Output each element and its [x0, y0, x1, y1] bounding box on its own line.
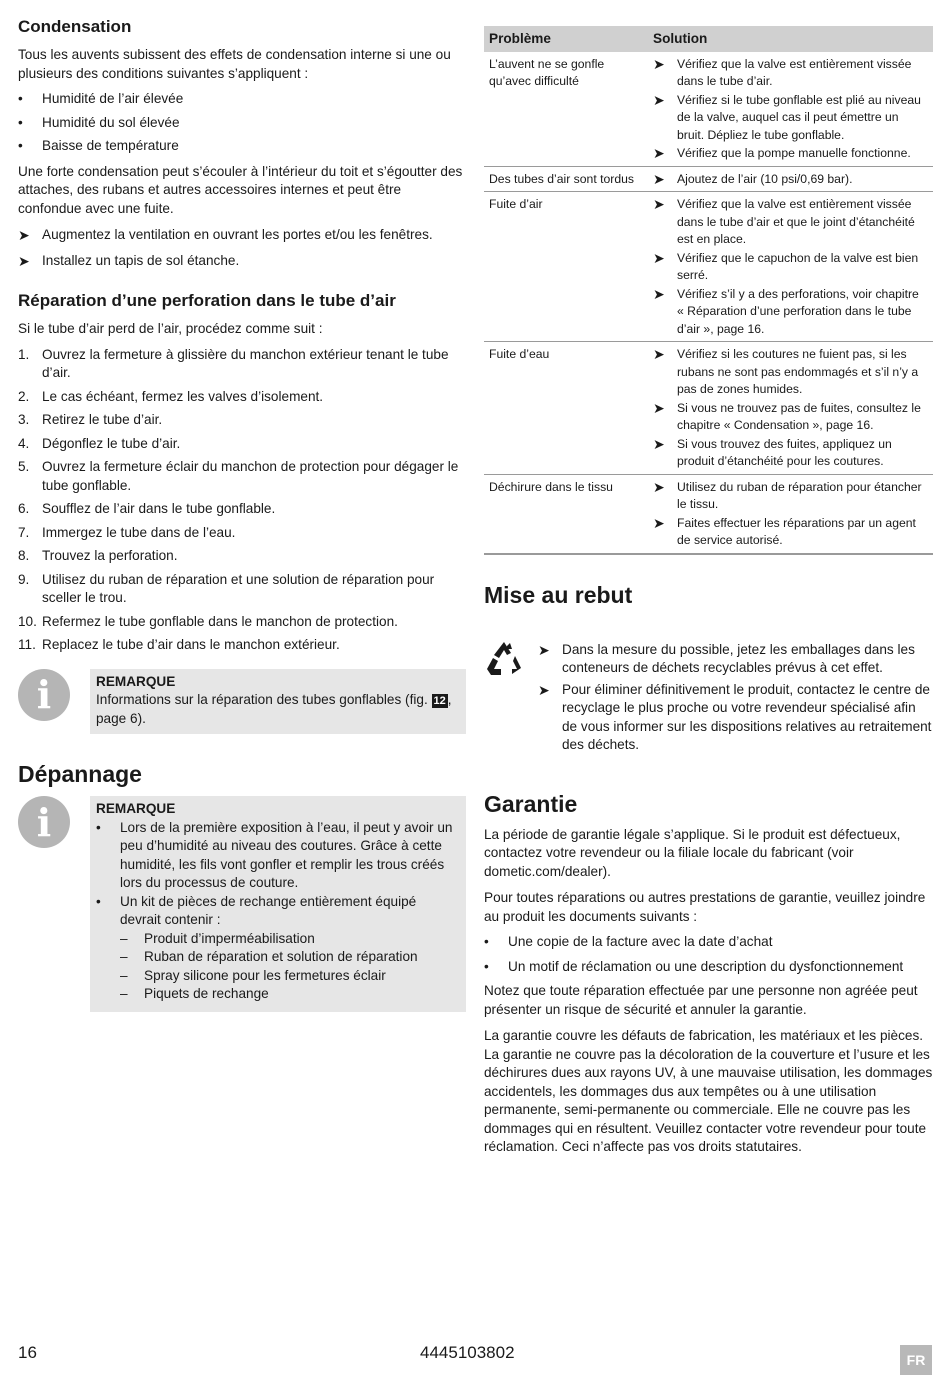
- solution-item: [653, 436, 928, 471]
- repair-step: [18, 524, 466, 543]
- problem-cell: Fuite d’air: [484, 192, 648, 342]
- step-number: 8.: [18, 548, 30, 563]
- step-text: Dégonflez le tube d’air.: [42, 435, 181, 451]
- bullet-icon: •: [18, 91, 23, 106]
- repair-intro: Si le tube d’air perd de l’air, procédez comme suit :: [18, 321, 323, 336]
- solution-text: Ajoutez de l’air (10 psi/0,69 bar).: [677, 171, 853, 186]
- solution-cell: [648, 474, 933, 554]
- condensation-intro: Tous les auvents subissent des effets de condensation interne si une ou plusieurs des conditions suivantes s’appliquent :: [18, 47, 451, 81]
- table-row: [484, 342, 933, 475]
- problem-cell: L’auvent ne se gonfle qu’avec difficulté: [484, 52, 648, 167]
- language-badge: FR: [900, 1345, 932, 1375]
- repair-step: [18, 388, 466, 407]
- solution-item: [653, 515, 928, 550]
- note-bullet: • Lors de la première exposition à l’eau, il peut y avoir un peu d’humidité au niveau des coutures. Grâce à cette humidité, les fils vont gonfler et remplir les trous créés lors du processus de couture.: [96, 819, 458, 893]
- bullet-icon: •: [484, 958, 489, 974]
- solution-text: Utilisez du ruban de réparation pour étancher le tissu.: [677, 479, 922, 511]
- step-number: 4.: [18, 435, 30, 451]
- rebut-item: ➤ Dans la mesure du possible, jetez les emballages dans les conteneurs de déchets recyclables prévus à cet effet.: [538, 641, 933, 678]
- arrow-icon: ➤: [18, 252, 30, 269]
- solution-text: Faites effectuer les réparations par un agent de service autorisé.: [677, 515, 916, 547]
- step-number: 7.: [18, 524, 30, 540]
- arrow-icon: ➤: [653, 346, 665, 362]
- arrow-icon: ➤: [538, 681, 550, 698]
- step-text: Replacez le tube d’air dans le manchon extérieur.: [42, 637, 340, 652]
- solution-text: Vérifiez s’il y a des perforations, voir chapitre « Réparation d’une perforation dans le tube d’air », page 16.: [677, 286, 919, 336]
- note-text: Informations sur la réparation des tubes gonflables (fig. 12 , page 6).: [96, 692, 452, 726]
- step-number: 11.: [18, 637, 36, 652]
- problem-cell: Des tubes d’air sont tordus: [484, 166, 648, 192]
- bullet-icon: •: [96, 819, 101, 835]
- solution-item: [653, 286, 928, 339]
- solution-text: Vérifiez que la valve est entièrement vissée dans le tube d’air.: [677, 56, 912, 88]
- page-number: 16: [18, 1343, 37, 1362]
- repair-step: [18, 500, 466, 519]
- troubleshooting-table: [484, 26, 933, 555]
- arrow-icon: ➤: [18, 227, 30, 243]
- list-item: • Humidité du sol élevée: [18, 114, 466, 133]
- garantie-paragraph: La garantie couvre les défauts de fabrication, les matériaux et les pièces. La garantie ne couvre pas la décoloration de la couverture et l’usure et les déchirures dues aux rayons UV, à une mauvaise utilisation, les dommages accidentels, les dommages dus aux tempêtes ou à une utilisation permanente, semi-permanente ou commerciale. Elle ne couvre pas les dommages qui en résultent. Veuillez contacter votre revendeur pour toute réclamation. Ceci n’affecte pas vos droits statutaires.: [484, 1028, 933, 1154]
- dash-item: – Piquets de rechange: [120, 985, 458, 1004]
- solution-cell: [648, 166, 933, 192]
- arrow-icon: ➤: [653, 170, 665, 187]
- solution-text: Si vous ne trouvez pas de fuites, consultez le chapitre « Condensation », page 16.: [677, 400, 921, 432]
- solution-item: [653, 56, 928, 91]
- note-box: [90, 796, 466, 1012]
- arrow-icon: ➤: [653, 249, 665, 266]
- bullet-icon: •: [484, 934, 489, 949]
- rebut-title: Mise au rebut: [484, 581, 633, 608]
- repair-steps: [18, 346, 466, 655]
- step-number: 6.: [18, 501, 30, 516]
- step-text: Retirez le tube d’air.: [42, 412, 163, 427]
- note-label: REMARQUE: [96, 801, 176, 816]
- step-text: Ouvrez la fermeture à glissière du manchon extérieur tenant le tube d’air.: [42, 346, 449, 380]
- repair-step: [18, 411, 466, 430]
- garantie-paragraph: La période de garantie légale s’applique. Si le produit est défectueux, contactez votre revendeur ou la filiale locale du fabricant (voir dometic.com/dealer).: [484, 826, 901, 879]
- info-icon: i: [18, 796, 70, 848]
- repair-step: [18, 636, 466, 655]
- table-header-row: [484, 26, 933, 52]
- step-text: Trouvez la perforation.: [42, 548, 178, 563]
- solution-item: [653, 400, 928, 435]
- arrow-icon: ➤: [653, 399, 665, 416]
- step-text: Utilisez du ruban de réparation et une solution de réparation pour sceller le trou.: [42, 571, 435, 605]
- arrow-icon: ➤: [653, 145, 665, 161]
- dash-icon: –: [120, 930, 128, 946]
- garantie-title: Garantie: [484, 790, 578, 817]
- repair-step: [18, 613, 466, 632]
- solution-item: [653, 145, 928, 163]
- step-text: Ouvrez la fermeture éclair du manchon de protection pour dégager le tube gonflable.: [42, 459, 459, 493]
- table-row: [484, 192, 933, 342]
- step-number: 3.: [18, 412, 30, 427]
- arrow-icon: ➤: [653, 514, 665, 531]
- solution-item: [653, 171, 928, 189]
- note-label: REMARQUE: [96, 673, 176, 689]
- table-row: [484, 52, 933, 167]
- repair-step: [18, 458, 466, 495]
- dash-item: – Produit d’imperméabilisation: [120, 930, 458, 949]
- dash-icon: –: [120, 967, 128, 983]
- list-item: • Baisse de température: [18, 137, 466, 156]
- step-number: 9.: [18, 571, 30, 587]
- repair-step: [18, 435, 466, 454]
- garantie-paragraph: Pour toutes réparations ou autres prestations de garantie, veuillez joindre au produit les documents suivants :: [484, 890, 926, 924]
- arrow-icon: ➤: [653, 435, 665, 452]
- solution-text: Vérifiez si les coutures ne fuient pas, si les rubans ne sont pas endommagés et s’il n’y a pas de zones humides.: [677, 347, 919, 396]
- condensation-title: Condensation: [18, 17, 132, 36]
- action-item: ➤ Augmentez la ventilation en ouvrant les portes et/ou les fenêtres.: [18, 227, 433, 243]
- solution-item: [653, 479, 928, 514]
- condensation-paragraph: Une forte condensation peut s’écouler à l’intérieur du toit et s’égoutter des attaches, des rubans et autres accessoires internes et peut être confondue avec une fuite.: [18, 163, 463, 216]
- arrow-icon: ➤: [653, 91, 665, 108]
- figure-number: 12: [433, 695, 446, 707]
- step-number: 2.: [18, 388, 30, 404]
- arrow-icon: ➤: [538, 641, 550, 658]
- table-row: [484, 474, 933, 554]
- solution-cell: [648, 192, 933, 342]
- info-icon: i: [18, 669, 70, 721]
- rebut-section: [484, 639, 933, 760]
- list-item: • Une copie de la facture avec la date d’achat: [484, 933, 933, 952]
- solution-item: [653, 196, 928, 249]
- step-text: Refermez le tube gonflable dans le manchon de protection.: [42, 613, 398, 629]
- dash-item: – Spray silicone pour les fermetures éclair: [120, 967, 458, 986]
- step-number: 1.: [18, 346, 30, 362]
- arrow-icon: ➤: [653, 55, 665, 72]
- repair-step: [18, 571, 466, 608]
- rebut-item: ➤ Pour éliminer définitivement le produit, contactez le centre de recyclage le plus proche ou votre revendeur spécialisé afin de vous informer sur les dispositions relatives au retraitement des déchets.: [538, 681, 933, 755]
- dash-item: – Ruban de réparation et solution de réparation: [120, 948, 458, 967]
- solution-item: [653, 346, 928, 399]
- table-row: [484, 166, 933, 192]
- note-bullet: • Un kit de pièces de rechange entièrement équipé devrait contenir :: [96, 893, 458, 930]
- depannage-note: [18, 796, 466, 1012]
- bullet-icon: •: [96, 893, 101, 909]
- garantie-paragraph: Notez que toute réparation effectuée par une personne non agréée peut présenter un risque de sécurité et annuler la garantie.: [484, 983, 918, 1017]
- step-text: Le cas échéant, fermez les valves d’isolement.: [42, 388, 324, 404]
- solution-item: [653, 92, 928, 145]
- list-item: • Un motif de réclamation ou une description du dysfonctionnement: [484, 958, 933, 977]
- depannage-title: Dépannage: [18, 761, 142, 787]
- step-number: 10.: [18, 613, 37, 629]
- solution-text: Vérifiez si le tube gonflable est plié au niveau de la valve, auquel cas il peut émettre un bruit. Dépliez le tube gonflable.: [677, 92, 921, 142]
- arrow-icon: ➤: [653, 478, 665, 495]
- solution-cell: [648, 52, 933, 167]
- step-number: 5.: [18, 459, 30, 474]
- step-text: Soufflez de l’air dans le tube gonflable.: [42, 501, 276, 516]
- arrow-icon: ➤: [653, 196, 665, 212]
- repair-note: [18, 669, 466, 735]
- bullet-icon: •: [18, 138, 23, 153]
- solution-text: Vérifiez que le capuchon de la valve est bien serré.: [677, 250, 919, 282]
- column-header-problem: Problème: [484, 26, 648, 52]
- repair-step: [18, 547, 466, 566]
- right-column: [484, 26, 933, 1164]
- problem-cell: Fuite d’eau: [484, 342, 648, 475]
- action-item: ➤ Installez un tapis de sol étanche.: [18, 252, 240, 269]
- solution-cell: [648, 342, 933, 475]
- repair-step: [18, 346, 466, 383]
- bullet-icon: •: [18, 114, 23, 130]
- column-header-solution: Solution: [648, 26, 933, 52]
- solution-text: Vérifiez que la valve est entièrement vissée dans le tube d’air et que le joint d’étanchéité est en place.: [677, 197, 915, 246]
- solution-text: Vérifiez que la pompe manuelle fonctionne.: [677, 146, 911, 160]
- document-number: 4445103802: [420, 1343, 515, 1362]
- note-box: [90, 669, 466, 735]
- dash-icon: –: [120, 949, 128, 964]
- list-item: • Humidité de l’air élevée: [18, 90, 466, 109]
- solution-item: [653, 250, 928, 285]
- left-column: [18, 16, 466, 1012]
- repair-title: Réparation d’une perforation dans le tube d’air: [18, 291, 396, 310]
- problem-cell: Déchirure dans le tissu: [484, 474, 648, 554]
- dash-icon: –: [120, 986, 128, 1001]
- step-text: Immergez le tube dans de l’eau.: [42, 524, 236, 540]
- arrow-icon: ➤: [653, 285, 665, 302]
- recycle-icon: [484, 639, 524, 679]
- solution-text: Si vous trouvez des fuites, appliquez un produit d’étanchéité pour les coutures.: [677, 436, 892, 468]
